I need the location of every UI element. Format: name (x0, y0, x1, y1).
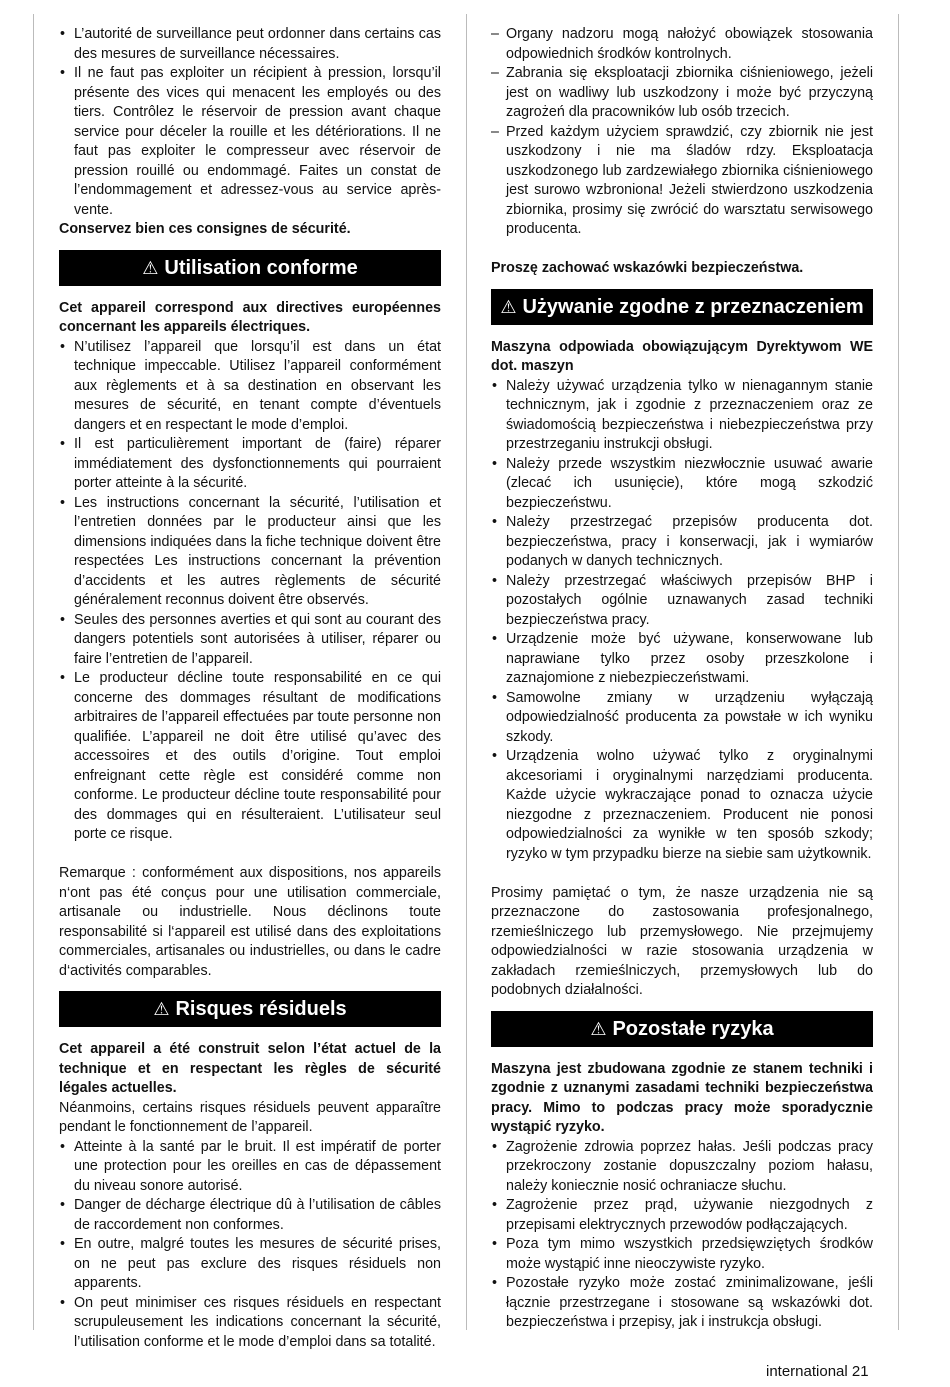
list-item: • Samowolne zmiany w urządzeniu wyłączają odpowiedzialność producenta za powstałe w ich wyniku szkody. (491, 689, 873, 748)
polish-column (491, 25, 873, 1333)
section-title: Używanie zgodne z przeznaczeniem (522, 295, 864, 318)
list-item: • L’autorité de surveillance peut ordonner dans certains cas des mesures de surveillance nécessaires. (59, 25, 441, 64)
page-footer: international 21 (766, 1363, 869, 1380)
list-item: • Atteinte à la santé par le bruit. Il est impératif de porter une protection pour les oreilles en cas de dépassement du niveau sonore autorisé. (59, 1138, 441, 1197)
section-lead: Maszyna jest zbudowana zgodnie ze stanem techniki i zgodnie z uznanymi zasadami techniki bezpieczeństwa pracy. Mimo to podczas pracy może sporadycznie wystąpić ryzyko. (491, 1060, 873, 1135)
list-item: • Należy przestrzegać właściwych przepisów BHP i pozostałych ogólnie uznawanych zasad techniki bezpieczeństwa pracy. (491, 572, 873, 631)
section-intro: Néanmoins, certains risques résiduels peuvent apparaître pendant le fonctionnement de l’appareil. (59, 1099, 441, 1135)
column-divider-center (466, 14, 467, 1330)
column-divider-right (898, 14, 899, 1330)
section-title: Risques résiduels (175, 998, 347, 1020)
list-item: • Il ne faut pas exploiter un récipient à pression, lorsqu’il présente des vices qui menacent les employés ou des tiers. Contrôlez le réservoir de pression avant chaque service pour déceler la rouille et les détériorations. Il ne faut pas exploiter le compresseur avec réservoir de pression rouillé ou endommagé. Faites un constat de l’endommagement et adressez-vous au service après-vente. (59, 64, 441, 220)
list-item: • Należy używać urządzenia tylko w nienagannym stanie technicznym, jak i zgodnie z przeznaczeniem oraz ze świadomością bezpieczeństwa i niebezpieczeństwa przy przestrzeganiu instrukcji obsługi. (491, 377, 873, 455)
warning-triangle-icon: ⚠ (590, 1018, 607, 1039)
section-list (59, 338, 441, 845)
intro-list (59, 25, 441, 220)
list-item: • Seules des personnes averties et qui sont au courant des dangers potentiels sont autorisées à utiliser, réparer ou faire l’entretien de l’appareil. (59, 611, 441, 670)
remark-paragraph: Remarque : conformément aux dispositions, nos appareils n‘ont pas été conçus pour une utilisation commerciale, artisanale ou industrielle. Nous déclinons toute responsabilité si l‘appareil est utilisé dans des exploitations commerciales, artisanales ou industrielles, ou dans le cadre d‘activités comparables. (59, 865, 441, 979)
list-item: • Il est particulièrement important de (faire) réparer immédiatement des dysfonctionnements qui pourraient porter atteinte à la sécurité. (59, 435, 441, 494)
keep-instructions-note: Proszę zachować wskazówki bezpieczeństwa. (491, 260, 804, 276)
list-item: • Pozostałe ryzyko może zostać zminimalizowane, jeśli łącznie przestrzegane i stosowane są wskazówki dot. bezpieczeństwa i przepisy, jak i instrukcja obsługi. (491, 1274, 873, 1333)
section-list (491, 1138, 873, 1333)
list-item: – Organy nadzoru mogą nałożyć obowiązek stosowania odpowiednich środków kontrolnych. (491, 25, 873, 64)
section-heading-utilisation (59, 250, 441, 286)
list-item: • Danger de décharge électrique dû à l’utilisation de câbles de raccordement non conformes. (59, 1196, 441, 1235)
list-item: • Urządzenia wolno używać tylko z oryginalnymi akcesoriami i oryginalnymi narzędziami producenta. Każde użycie wykraczające ponad to oznacza użycie niezgodne z przeznaczeniem. Producent nie ponosi odpowiedzialności za wynikłe w ten sposób szkody; ryzyko w tym przypadku bierze na siebie sam użytkownik. (491, 747, 873, 864)
list-item: • Poza tym mimo wszystkich przedsięwziętych środków może wystąpić inne nieoczywiste ryzyko. (491, 1235, 873, 1274)
section-heading-uzywanie (491, 289, 873, 325)
section-heading-risques (59, 991, 441, 1027)
list-item: • N’utilisez l’appareil que lorsqu’il est dans un état technique impeccable. Utilisez l’appareil conformément aux règlements et à sa destination en observant les mesures de sécurité, en tenant compte d’éventuels dangers et en respectant le mode d’emploi. (59, 338, 441, 436)
french-column (59, 25, 441, 1352)
list-item: – Zabrania się eksploatacji zbiornika ciśnieniowego, jeżeli jest on wadliwy lub uszkodzony i może być przyczyną zagrożeń dla pracowników lub osób trzecich. (491, 64, 873, 123)
keep-instructions-note: Conservez bien ces consignes de sécurité. (59, 221, 351, 237)
column-divider-left (33, 14, 34, 1330)
section-title: Pozostałe ryzyka (612, 1017, 774, 1040)
list-item: • Urządzenie może być używane, konserwowane lub naprawiane tylko przez osoby przeszkolone i zaznajomione z niebezpieczeństwami. (491, 630, 873, 689)
warning-triangle-icon: ⚠ (500, 296, 517, 317)
intro-list (491, 25, 873, 240)
section-list (59, 1138, 441, 1353)
section-heading-pozostale (491, 1011, 873, 1047)
list-item: • En outre, malgré toutes les mesures de sécurité prises, on ne peut pas exclure des risques résiduels non apparents. (59, 1235, 441, 1294)
list-item: • Zagrożenie zdrowia poprzez hałas. Jeśli podczas pracy przekroczony zostanie dopuszczalny poziom hałasu, należy koniecznie nosić ochraniacze słuchu. (491, 1138, 873, 1197)
list-item: • Należy przestrzegać przepisów producenta dot. bezpieczeństwa, pracy i konserwacji, jak i wymiarów podanych w danych technicznych. (491, 513, 873, 572)
list-item: – Przed każdym użyciem sprawdzić, czy zbiornik nie jest uszkodzony i nie ma śladów rdzy. Eksploatacja uszkodzonego lub zardzewiałego zbiornika ciśnieniowego jest surowo wzbroniona! Jeżeli stwierdzono uszkodzenia zbiornika, prosimy się zwrócić do warsztatu serwisowego producenta. (491, 123, 873, 240)
section-lead: Cet appareil a été construit selon l’état actuel de la technique et en respectant les règles de sécurité légales actuelles. (59, 1041, 441, 1096)
list-item: • Le producteur décline toute responsabilité en ce qui concerne des dommages résultant de modifications arbitraires de l’appareil effectuées par toute personne non qualifiée. L’appareil ne doit être utilisé qu’avec des accessoires et des outils d’origine. Tout emploi enfreignant cette règle est considéré comme non conforme. Le producteur décline toute responsabilité pour des dommages qui en résulteraient. L’utilisateur seul porte ce risque. (59, 669, 441, 845)
list-item: • Zagrożenie przez prąd, używanie niezgodnych z przepisami elektrycznych przewodów podłączających. (491, 1196, 873, 1235)
list-item: • Les instructions concernant la sécurité, l’utilisation et l’entretien données par le producteur ainsi que les dimensions indiquées dans la fiche technique doivent être respectées Les instructions concernant la prévention d’accidents et les autres règlements de sécurité généralement reconnus doivent être observés. (59, 494, 441, 611)
warning-triangle-icon: ⚠ (153, 999, 170, 1019)
section-lead: Cet appareil correspond aux directives européennes concernant les appareils électriques. (59, 299, 441, 335)
remark-paragraph: Prosimy pamiętać o tym, że nasze urządzenia nie są przeznaczone do zastosowania profesjonalnego, rzemieślniczego lub przemysłowego. Nie przejmujemy odpowiedzialności w razie stosowania urządzenia w zakładach rzemieślniczych, przemysłowych lub do podobnych działalności. (491, 884, 873, 998)
section-list (491, 377, 873, 865)
section-lead: Maszyna odpowiada obowiązującym Dyrektywom WE dot. maszyn (491, 338, 873, 374)
section-title: Utilisation conforme (164, 256, 358, 279)
list-item: • On peut minimiser ces risques résiduels en respectant scrupuleusement les indications concernant la sécurité, l’utilisation conforme et le mode d’emploi dans sa totalité. (59, 1294, 441, 1353)
warning-triangle-icon: ⚠ (142, 257, 159, 278)
list-item: • Należy przede wszystkim niezwłocznie usuwać awarie (zlecać ich usunięcie), które mogą szkodzić bezpieczeństwu. (491, 455, 873, 514)
